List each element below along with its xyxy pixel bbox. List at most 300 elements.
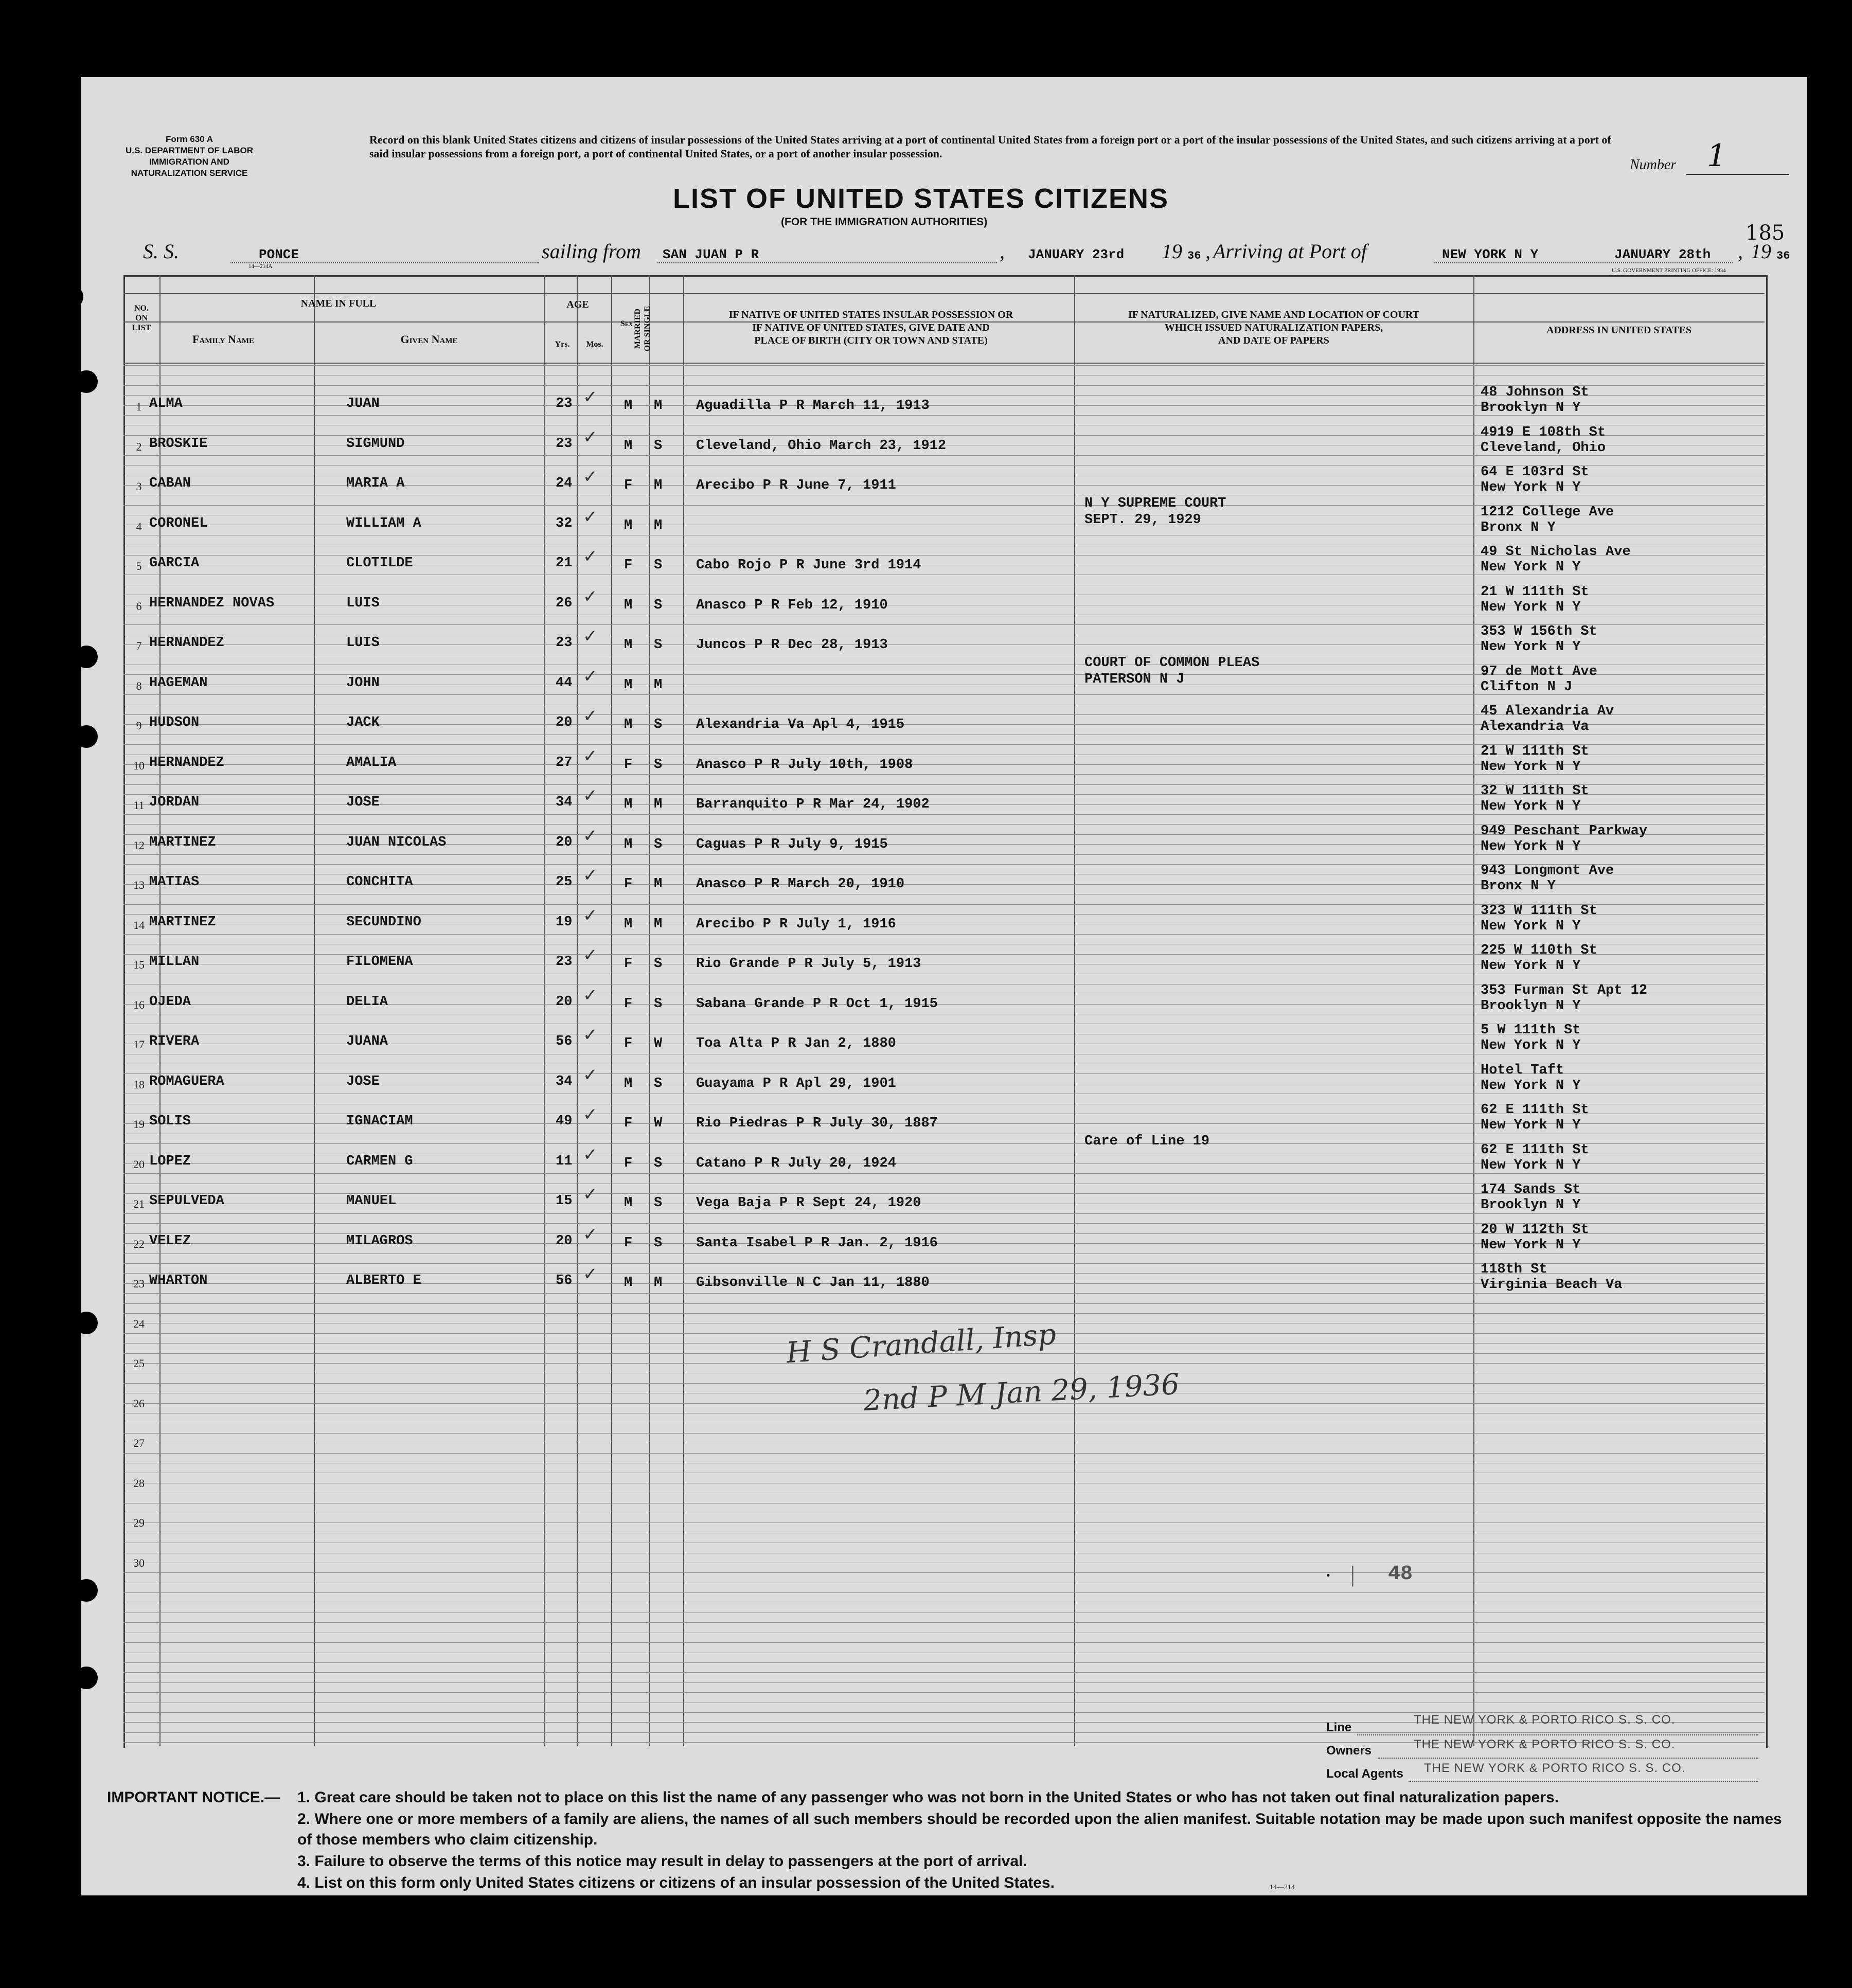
given-name: JOHN (346, 675, 380, 691)
ruled-line (123, 1453, 1765, 1454)
given-name: JUANA (346, 1034, 388, 1049)
given-name: MANUEL (346, 1193, 397, 1209)
sex: M (624, 916, 633, 932)
header-naturalization: IF NATURALIZED, GIVE NAME AND LOCATION OF COURT WHICH ISSUED NATURALIZATION PAPERS, AND DATE OF PAPERS (1128, 309, 1419, 346)
column-rule (1074, 275, 1075, 1746)
marital-status: M (654, 677, 663, 693)
given-name: LUIS (346, 595, 380, 611)
row-number: 12 (133, 838, 145, 852)
family-name: MATIAS (149, 874, 200, 890)
local-agents-label: Local Agents (1326, 1767, 1403, 1781)
row-number: 15 (133, 958, 145, 971)
marital-status: M (654, 876, 663, 892)
address-line-2: New York N Y (1481, 1078, 1581, 1094)
family-name: JORDAN (149, 795, 200, 810)
age-years: 49 (556, 1114, 573, 1129)
sex: M (624, 1275, 633, 1291)
sex: M (624, 836, 633, 852)
check-mark: ✓ (583, 427, 598, 447)
inspector-signature: H S Crandall, Insp (785, 1317, 1057, 1370)
row-number: 18 (133, 1078, 145, 1091)
header-given-name: Given Name (400, 333, 458, 346)
column-rule (577, 275, 578, 1746)
address-line-1: 943 Longmont Ave (1481, 863, 1614, 879)
address-line-2: Brooklyn N Y (1481, 998, 1581, 1014)
row-number: 24 (133, 1317, 145, 1330)
address-line-2: Bronx N Y (1481, 520, 1556, 535)
line-label: Line (1326, 1721, 1352, 1734)
address-line-2: New York N Y (1481, 1118, 1581, 1133)
birth-place-date: Arecibo P R June 7, 1911 (696, 478, 896, 493)
ruled-line (123, 1253, 1765, 1254)
row-number: 28 (133, 1476, 145, 1490)
address-line-2: New York N Y (1481, 480, 1581, 495)
address-line-2: Alexandria Va (1481, 719, 1589, 735)
age-years: 20 (556, 1233, 573, 1249)
given-name: DELIA (346, 994, 388, 1010)
age-years: 21 (556, 556, 573, 571)
given-name: JUAN NICOLAS (346, 834, 447, 850)
birth-place-date: Cleveland, Ohio March 23, 1912 (696, 438, 947, 454)
header-address: ADDRESS IN UNITED STATES (1546, 325, 1692, 336)
sex: M (624, 797, 633, 812)
given-name: JACK (346, 715, 380, 730)
age-years: 26 (556, 595, 573, 611)
marital-status: W (654, 1116, 663, 1131)
given-name: FILOMENA (346, 954, 413, 970)
form-identifier: Form 630 A U.S. DEPARTMENT OF LABOR IMMIGRATION AND NATURALIZATION SERVICE (125, 134, 254, 178)
marital-status: S (654, 1076, 663, 1091)
footer-form-code: 14—214 (1270, 1884, 1295, 1891)
number-value: 1 (1707, 138, 1727, 174)
sailing-date: JANUARY 23rd (1028, 247, 1125, 262)
number-label: Number (1630, 157, 1677, 173)
birth-place-date: Toa Alta P R Jan 2, 1880 (696, 1036, 896, 1051)
address-line-2: Bronx N Y (1481, 879, 1556, 894)
check-mark: ✓ (583, 468, 598, 487)
address-line-2: New York N Y (1481, 838, 1581, 854)
address-line-1: 225 W 110th St (1481, 943, 1597, 958)
check-mark: ✓ (583, 1145, 598, 1165)
header-no-on-list: NO. ON LIST (132, 304, 151, 332)
owners-label: Owners (1326, 1744, 1372, 1758)
ruled-line (123, 1622, 1765, 1623)
address-line-1: 5 W 111th St (1481, 1023, 1581, 1038)
ship-name: PONCE (259, 247, 299, 262)
row-number: 26 (133, 1396, 145, 1410)
row-number: 27 (133, 1437, 145, 1449)
family-name: MILLAN (149, 954, 200, 970)
given-name: CLOTILDE (346, 556, 413, 571)
row-number: 22 (133, 1237, 145, 1250)
check-mark: ✓ (583, 388, 598, 407)
age-years: 34 (556, 1073, 573, 1089)
marital-status: M (654, 797, 663, 812)
marital-status: M (654, 1275, 663, 1291)
row-number: 9 (136, 719, 142, 732)
check-mark: ✓ (583, 1185, 598, 1204)
family-name: MARTINEZ (149, 914, 216, 930)
birth-place-date: Caguas P R July 9, 1915 (696, 836, 888, 852)
address-line-2: New York N Y (1481, 639, 1581, 655)
sex: F (624, 478, 633, 493)
given-name: JUAN (346, 396, 380, 411)
marital-status: S (654, 597, 663, 613)
punch-hole (81, 285, 83, 308)
marital-status: S (654, 836, 663, 852)
marital-status: S (654, 1235, 663, 1251)
sex: M (624, 717, 633, 732)
column-rule (649, 275, 650, 1746)
address-line-1: 97 de Mott Ave (1481, 664, 1597, 679)
address-line-1: 949 Peschant Parkway (1481, 823, 1648, 839)
given-name: AMALIA (346, 755, 397, 771)
punch-hole (81, 725, 98, 748)
ruled-line (123, 814, 1765, 815)
family-name: LOPEZ (149, 1153, 191, 1169)
ruled-line (123, 1672, 1765, 1673)
ruled-line (123, 1642, 1765, 1643)
small-form-code: 14—214A (248, 263, 273, 270)
family-name: MARTINEZ (149, 834, 216, 850)
punch-hole (81, 646, 98, 668)
marital-status: S (654, 757, 663, 773)
row-number: 8 (136, 679, 142, 692)
check-mark: ✓ (583, 946, 598, 965)
family-name: BROSKIE (149, 436, 208, 452)
departure-port: SAN JUAN P R (663, 247, 759, 262)
check-mark: ✓ (583, 1026, 598, 1045)
age-years: 23 (556, 635, 573, 651)
address-line-1: 45 Alexandria Av (1481, 704, 1614, 719)
family-name: CORONEL (149, 515, 208, 531)
address-line-2: New York N Y (1481, 759, 1581, 775)
sex: F (624, 956, 633, 972)
printing-office-note: U.S. GOVERNMENT PRINTING OFFICE: 1934 (1612, 267, 1726, 274)
age-years: 25 (556, 874, 573, 890)
address-line-2: New York N Y (1481, 958, 1581, 974)
birth-place-date: Rio Piedras P R July 30, 1887 (696, 1116, 938, 1131)
address-line-1: Hotel Taft (1481, 1062, 1564, 1078)
header-family-name: Family Name (192, 333, 255, 346)
page-title: LIST OF UNITED STATES CITIZENS (673, 183, 1169, 214)
punch-hole (81, 1667, 98, 1689)
ruled-line (123, 1173, 1765, 1174)
birth-place-date: Aguadilla P R March 11, 1913 (696, 398, 930, 414)
column-rule (611, 275, 612, 1746)
check-mark: ✓ (583, 1265, 598, 1284)
check-mark: ✓ (583, 1065, 598, 1085)
age-years: 34 (556, 795, 573, 810)
punch-hole (81, 1579, 98, 1602)
ruled-line (123, 1662, 1765, 1663)
age-years: 24 (556, 476, 573, 491)
address-line-1: 353 Furman St Apt 12 (1481, 982, 1648, 998)
row-number: 4 (136, 520, 142, 533)
address-line-1: 353 W 156th St (1481, 624, 1597, 639)
address-line-1: 21 W 111th St (1481, 584, 1589, 600)
sex: F (624, 1116, 633, 1131)
family-name: RIVERA (149, 1034, 200, 1049)
row-number: 23 (133, 1277, 145, 1290)
naturalization-court: Care of Line 19 (1084, 1133, 1210, 1149)
family-name: SEPULVEDA (149, 1193, 224, 1209)
row-number: 30 (133, 1556, 145, 1569)
sex: M (624, 1076, 633, 1091)
sailing-from-label: sailing from (542, 240, 641, 263)
ruled-line (123, 1572, 1765, 1573)
birth-place-date: Gibsonville N C Jan 11, 1880 (696, 1275, 930, 1291)
header-age-years: Yrs. (555, 340, 570, 349)
ruled-line (123, 1213, 1765, 1214)
age-years: 19 (556, 914, 573, 930)
family-name: ALMA (149, 396, 183, 411)
ss-label: S. S. (143, 240, 179, 263)
birth-place-date: Arecibo P R July 1, 1916 (696, 916, 896, 932)
sex: M (624, 398, 633, 414)
row-number: 10 (133, 759, 145, 772)
arriving-label: Arriving at Port of (1213, 240, 1367, 263)
column-rule (159, 275, 161, 1746)
ruled-line (123, 1592, 1765, 1593)
age-years: 32 (556, 515, 573, 531)
address-line-2: Brooklyn N Y (1481, 1197, 1581, 1213)
sex: M (624, 597, 633, 613)
given-name: JOSE (346, 795, 380, 810)
given-name: SECUNDINO (346, 914, 421, 930)
age-years: 20 (556, 715, 573, 730)
family-name: SOLIS (149, 1114, 191, 1129)
family-name: ROMAGUERA (149, 1073, 224, 1089)
arrival-year: 36 (1776, 249, 1790, 262)
given-name: IGNACIAM (346, 1114, 413, 1129)
check-mark: ✓ (583, 906, 598, 925)
row-number: 16 (133, 998, 145, 1011)
sex: M (624, 438, 633, 454)
marital-status: M (654, 517, 663, 533)
age-years: 20 (556, 994, 573, 1010)
ruled-line (123, 1313, 1765, 1314)
header-age-months: Mos. (586, 340, 603, 349)
birth-place-date: Sabana Grande P R Oct 1, 1915 (696, 996, 938, 1012)
address-line-1: 48 Johnson St (1481, 385, 1589, 400)
given-name: JOSE (346, 1073, 380, 1089)
age-years: 23 (556, 954, 573, 970)
address-line-1: 118th St (1481, 1262, 1547, 1277)
address-line-2: New York N Y (1481, 1237, 1581, 1253)
given-name: SIGMUND (346, 436, 405, 452)
check-mark: ✓ (583, 587, 598, 606)
ruled-line (123, 934, 1765, 935)
header-name-in-full: NAME IN FULL (300, 298, 377, 309)
sex: M (624, 1195, 633, 1211)
row-number: 5 (136, 560, 142, 572)
address-line-2: Brooklyn N Y (1481, 400, 1581, 416)
check-mark: ✓ (583, 707, 598, 726)
punch-hole (81, 1312, 98, 1334)
marital-status: S (654, 717, 663, 732)
ruled-line (123, 1293, 1765, 1294)
birth-place-date: Anasco P R July 10th, 1908 (696, 757, 913, 773)
ruled-line (123, 365, 1765, 366)
age-years: 23 (556, 436, 573, 452)
sex: M (624, 677, 633, 693)
notice-heading: IMPORTANT NOTICE.— (107, 1789, 280, 1806)
ruled-line (123, 1692, 1765, 1693)
manifest-sheet: Form 630 A U.S. DEPARTMENT OF LABOR IMMIGRATION AND NATURALIZATION SERVICE Record on this blank United States citizens and citizens of insular possessions of the United States arriving at a port of continental United States from a foreign port or a port of the insular possessions of the United States, and such citizens arriving at a port of said insular possessions from a foreign port, a port of continental United States, or a port of another insular possession. Number 1 185 LIST OF UNITED STATES CITIZENS (FOR THE IMMIGRATION AUTHORITIES) S. S. PONCE 14—214A sailing from SAN JUAN P R , JANUARY 23rd 19 36 , Arriving at Port of NEW YORK N Y JANUARY 28th , 19 36 U.S. GOVERNMENT PRINTING OFFICE: 1934 NO. ON LIST NAME IN FULL Family Name Given Name AGE Yrs. Mos. Sex MARRIED OR SINGLE IF NATIVE OF UNITED STATES INSULAR POSSESSION OR IF NATIVE OF UNITED STATES, GIVE DATE AND PLACE OF BIRTH (CITY OR TOWN AND STATE) IF NATURALIZED, GIVE NAME AND LOCATION OF COURT WHICH ISSUED NATURALIZATION PAPERS, AND DATE OF PAPERS ADDRESS IN UNITED STATES 1 ALMA JUAN 23 M M Aguadilla P R March 11, 1913 48 Johnson St Brooklyn N Y ✓ 2 BROSKIE SIGMUND 23 M S Cleveland, Ohio March 23, 1912 4919 E 108th St Cleveland, Ohio ✓ 3 CABAN MARIA A 24 F M Arecibo P R June 7, 1911 64 E 103rd St New York N Y ✓ 4 CORONEL WILLIAM A 32 M M N Y SUPREME COURT SEPT. 29, 1929 1212 College Ave Bronx N Y ✓ 5 GARCIA CLOTILDE 21 F S Cabo Rojo P R June 3rd 1914 49 St Nicholas Ave New York N Y ✓ 6 HERNANDEZ NOVAS LUIS 26 M S Anasco P R Feb 12, 1910 21 W 111th St New York N Y ✓ 7 HERNANDEZ LUIS 23 M S Juncos P R Dec 28, 1913 353 W 156th St New York N Y ✓ 8 HAGEMAN JOHN 44 M M COURT OF COMMON PLEAS PATERSON N J 97 de Mott Ave Clifton N J ✓ 9 HUDSON JACK 20 M S Alexandria Va Apl 4, 1915 45 Alexandria Av Alexandria Va ✓ 10 HERNANDEZ AMALIA 27 F S Anasco P R July 10th, 1908 21 W 111th St New York N Y ✓ 11 JORDAN JOSE 34 M M Barranquito P R Mar 24, 1902 32 W 111th St New York N Y ✓ 12 MARTINEZ JUAN NICOLAS 20 M S Caguas P R July 9, 1915 949 Peschant Parkway New York N Y ✓ 13 MATIAS CONCHITA 25 F M Anasco P R March 20, 1910 943 Longmont Ave Bronx N Y ✓ 14 MARTINEZ SECUNDINO 19 M M Arecibo P R July 1, 1916 323 W 111th St New York N Y ✓ 15 MILLAN FILOMENA 23 F S Rio Grande P R July 5, 1913 225 W 110th St New York N Y ✓ 16 OJEDA DELIA 20 F S Sabana Grande P R Oct 1, 1915 353 Furman St Apt 12 Brooklyn N Y ✓ 17 RIVERA JUANA 56 F W Toa Alta P R Jan 2, 1880 5 W 111th St New York N Y ✓ 18 ROMAGUERA JOSE 34 M S Guayama P R Apl 29, 1901 Hotel Taft New York N Y ✓ 19 SOLIS IGNACIAM 49 F W Rio Piedras P R July 30, 1887 62 E 111th St New York N Y ✓ 20 LOPEZ CARMEN G 11 F S Catano P R July 20, 1924 Care of Line 19 62 E 111th St New York N Y ✓ 21 SEPULVEDA MANUEL 15 M S Vega Baja P R Sept 24, 1920 174 Sands St Brooklyn N Y ✓ 22 VELEZ MILAGROS 20 F S Santa Isabel P R Jan. 2, 1916 20 W 112th St New York N Y ✓ 23 WHARTON ALBERTO E 56 M M Gibsonville N C Jan 11, 1880 118th St Virginia Beach Va ✓ 24 25 26 27 28 29 30 H S Crandall, Insp 2nd P M Jan 29, 1936 • | 48 Line THE NEW YORK & PORTO RICO S. S. CO. Owners THE NEW YORK & PORTO RICO S. S. CO. Local Agents THE NEW YORK & PORTO RICO S. S. CO. IMPORTANT NOTICE.— 1. Great care should be taken not to place on this list the name of any passenger who was not born in the United States or who has not taken out final naturalization papers. 2. Where one or more members of a family are aliens, the names of all such members should be recorded upon the alien manifest. Suitable notation may be made upon such manifest opposite the names of those members who claim citizenship. 3. Failure to observe the terms of this notice may result in delay to passengers at the port of arrival. 4. List on this form only United States citizens or citizens of an insular possession of the United States. 14—214 (81, 77, 1807, 1895)
birth-place-date: Alexandria Va Apl 4, 1915 (696, 717, 905, 732)
birth-place-date: Anasco P R March 20, 1910 (696, 876, 905, 892)
given-name: CARMEN G (346, 1153, 413, 1169)
marital-status: S (654, 558, 663, 573)
sex: F (624, 558, 633, 573)
address-line-1: 49 St Nicholas Ave (1481, 544, 1631, 560)
sex: F (624, 876, 633, 892)
given-name: ALBERTO E (346, 1273, 421, 1288)
inspection-date-note: 2nd P M Jan 29, 1936 (862, 1367, 1181, 1418)
age-years: 11 (556, 1153, 573, 1169)
ruled-line (123, 1433, 1765, 1434)
age-years: 27 (556, 755, 573, 771)
marital-status: S (654, 1155, 663, 1171)
sex: F (624, 1036, 633, 1051)
birth-place-date: Vega Baja P R Sept 24, 1920 (696, 1195, 921, 1211)
address-line-1: 323 W 111th St (1481, 903, 1597, 919)
family-name: OJEDA (149, 994, 191, 1010)
address-line-1: 20 W 112th St (1481, 1222, 1589, 1238)
header-rule (123, 293, 1765, 294)
arrival-port: NEW YORK N Y (1442, 247, 1539, 262)
arrival-date: JANUARY 28th (1614, 247, 1711, 262)
sex: M (624, 637, 633, 653)
column-rule (683, 275, 684, 1746)
address-line-1: 32 W 111th St (1481, 783, 1589, 799)
ruled-line (123, 774, 1765, 775)
family-name: GARCIA (149, 556, 200, 571)
address-line-2: New York N Y (1481, 918, 1581, 934)
address-line-2: New York N Y (1481, 1038, 1581, 1053)
check-mark: ✓ (583, 507, 598, 527)
address-line-1: 64 E 103rd St (1481, 464, 1589, 480)
page-subtitle: (FOR THE IMMIGRATION AUTHORITIES) (781, 216, 988, 228)
family-name: WHARTON (149, 1273, 208, 1288)
row-number: 20 (133, 1157, 145, 1171)
row-number: 7 (136, 639, 142, 652)
birth-place-date: Santa Isabel P R Jan. 2, 1916 (696, 1235, 938, 1251)
page-stamp: 48 (1388, 1563, 1413, 1586)
check-mark: ✓ (583, 746, 598, 766)
header-sex: Sex (620, 319, 633, 328)
address-line-2: New York N Y (1481, 560, 1581, 575)
given-name: WILLIAM A (346, 515, 421, 531)
row-number: 17 (133, 1038, 145, 1051)
age-years: 20 (556, 834, 573, 850)
owners-value: THE NEW YORK & PORTO RICO S. S. CO. (1414, 1738, 1676, 1751)
column-rule (314, 275, 315, 1746)
row-number: 6 (136, 599, 142, 613)
given-name: CONCHITA (346, 874, 413, 890)
address-line-1: 4919 E 108th St (1481, 424, 1606, 440)
age-years: 56 (556, 1273, 573, 1288)
naturalization-court: COURT OF COMMON PLEAS PATERSON N J (1084, 655, 1260, 687)
sex: M (624, 517, 633, 533)
local-agents-value: THE NEW YORK & PORTO RICO S. S. CO. (1424, 1761, 1686, 1775)
address-line-2: New York N Y (1481, 1157, 1581, 1173)
birth-place-date: Barranquito P R Mar 24, 1902 (696, 797, 930, 812)
row-number: 13 (133, 879, 145, 891)
row-number: 1 (136, 400, 142, 413)
given-name: LUIS (346, 635, 380, 651)
check-mark: ✓ (583, 986, 598, 1005)
address-line-2: New York N Y (1481, 799, 1581, 814)
marital-status: M (654, 916, 663, 932)
family-name: HERNANDEZ (149, 635, 224, 651)
notice-item-3: 3. Failure to observe the terms of this notice may result in delay to passengers at the port of arrival. (297, 1853, 1027, 1870)
sail-year: 36 (1187, 249, 1201, 262)
check-mark: ✓ (583, 627, 598, 646)
marital-status: S (654, 996, 663, 1012)
row-number: 3 (136, 480, 142, 493)
sex: F (624, 757, 633, 773)
address-line-1: 62 E 111th St (1481, 1102, 1589, 1118)
punch-hole (81, 370, 98, 393)
ruled-line (123, 1682, 1765, 1683)
age-years: 15 (556, 1193, 573, 1209)
ruled-line (123, 1363, 1765, 1364)
form-instructions: Record on this blank United States citizens and citizens of insular possessions of the United States arriving at a port of continental United States from a foreign port or a port of the insular possessions of the United States, and such citizens arriving at a port of said insular possessions from a foreign port, a port of continental United States, or a port of another insular possession. (369, 133, 1611, 160)
ruled-line (123, 854, 1765, 855)
address-line-1: 62 E 111th St (1481, 1142, 1589, 1158)
sail-year-prefix: 19 (1162, 240, 1182, 263)
check-mark: ✓ (583, 786, 598, 805)
family-name: HERNANDEZ NOVAS (149, 595, 275, 611)
notice-item-2: 2. Where one or more members of a family are aliens, the names of all such members should be recorded upon the alien manifest. Suitable notation may be made upon such manifest opposite the names of those members who claim citizenship. (297, 1811, 1782, 1848)
check-mark: ✓ (583, 1105, 598, 1124)
address-line-1: 174 Sands St (1481, 1182, 1581, 1197)
row-number: 11 (133, 799, 145, 812)
header-birth-place: IF NATIVE OF UNITED STATES INSULAR POSSESSION OR IF NATIVE OF UNITED STATES, GIVE DATE AND PLACE OF BIRTH (CITY OR TOWN AND STATE) (728, 309, 1013, 346)
notice-item-4: 4. List on this form only United States citizens or citizens of an insular possession of the United States. (297, 1874, 1055, 1891)
arrival-year-prefix: 19 (1751, 240, 1771, 263)
address-line-1: 21 W 111th St (1481, 743, 1589, 759)
line-value: THE NEW YORK & PORTO RICO S. S. CO. (1414, 1713, 1676, 1727)
given-name: MILAGROS (346, 1233, 413, 1249)
naturalization-court: N Y SUPREME COURT SEPT. 29, 1929 (1084, 495, 1226, 528)
age-years: 56 (556, 1034, 573, 1049)
check-mark: ✓ (583, 866, 598, 885)
address-line-2: Virginia Beach Va (1481, 1277, 1623, 1293)
number-underline (1686, 174, 1789, 175)
row-number: 25 (133, 1357, 145, 1370)
address-line-2: Cleveland, Ohio (1481, 440, 1606, 456)
notice-item-1: 1. Great care should be taken not to place on this list the name of any passenger who was not born in the United States or who has not taken out final naturalization papers. (297, 1789, 1559, 1806)
check-mark: ✓ (583, 1225, 598, 1244)
row-number: 21 (133, 1197, 145, 1210)
marital-status: S (654, 1195, 663, 1211)
birth-place-date: Anasco P R Feb 12, 1910 (696, 597, 888, 613)
family-name: HAGEMAN (149, 675, 208, 691)
birth-place-date: Cabo Rojo P R June 3rd 1914 (696, 558, 921, 573)
ruled-line (123, 1732, 1765, 1733)
marital-status: W (654, 1036, 663, 1051)
sex: F (624, 996, 633, 1012)
ruled-line (123, 1303, 1765, 1304)
marital-status: S (654, 438, 663, 454)
row-number: 2 (136, 440, 142, 453)
age-years: 23 (556, 396, 573, 411)
header-rule (123, 363, 1765, 364)
marital-status: S (654, 956, 663, 972)
